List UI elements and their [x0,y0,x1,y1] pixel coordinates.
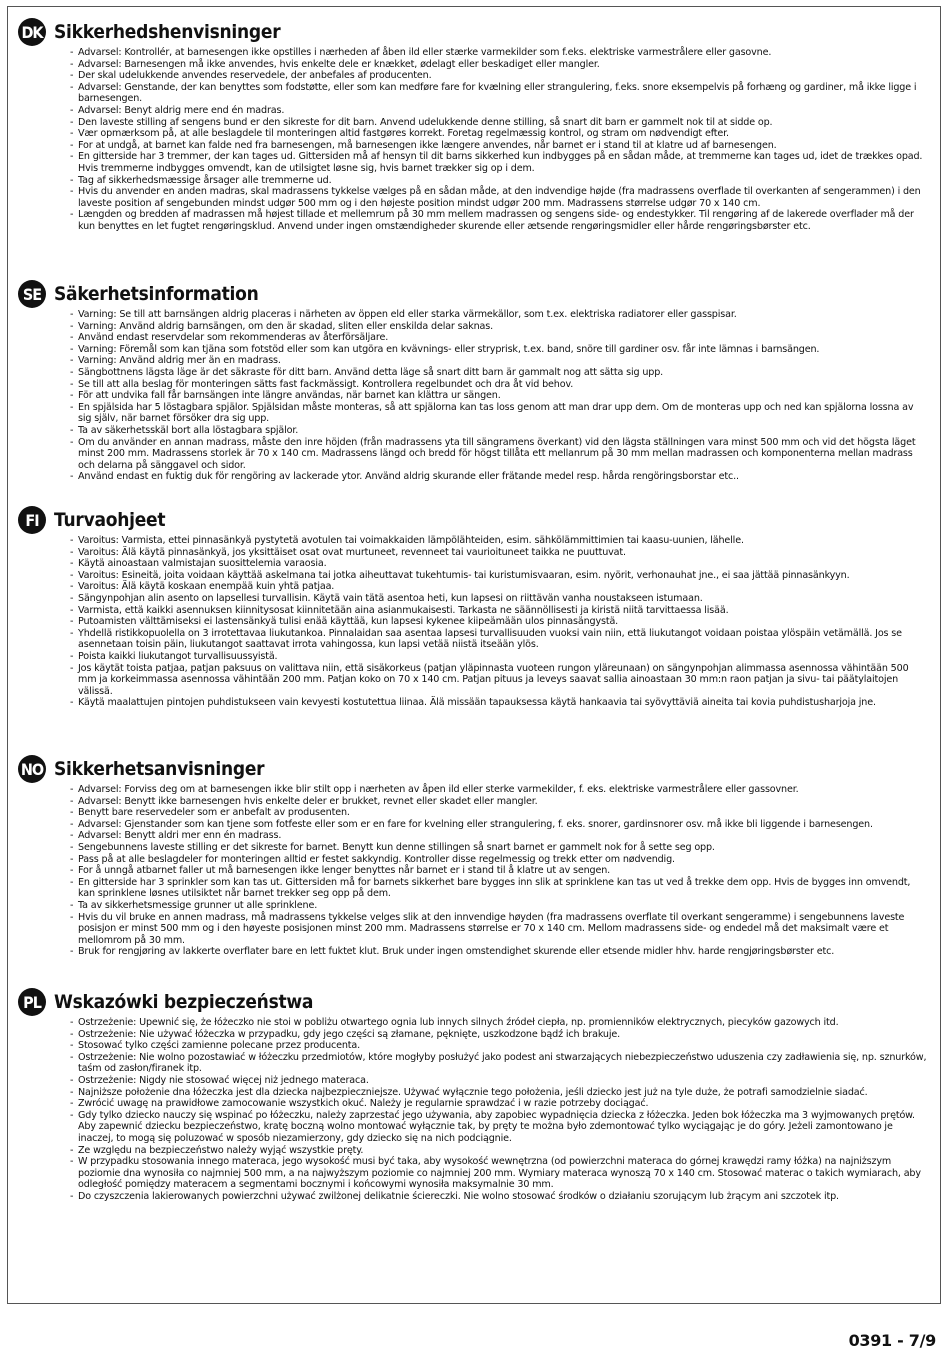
section-title: Sikkerhetsanvisninger [54,758,265,780]
section-dk [8,17,940,233]
language-badge: SE [18,280,46,308]
instruction-item: - Ta av säkerhetsskäl bort alla löstagbara spjälor. [8,425,940,437]
instruction-item: - Stosować tylko części zamienne polecane przez producenta. [8,1040,940,1052]
instruction-item: - Der skal udelukkende anvendes reservedele, der anbefales af producenten. [8,70,940,82]
instruction-item: - Ostrzeżenie: Nie wolno pozostawiać w łóżeczku przedmiotów, które mogłyby posłużyć jako podest ani stwarzających niebezpieczeństwo uduszenia czy zadławienia się, np. sznurków, taśm od zasłon/firanek itp. [8,1052,940,1075]
instruction-item: - Gdy tylko dziecko nauczy się wspinać po łóżeczku, należy zaprzestać jego używania, aby zapobiec wypadnięcia dziecka z łóżeczka. Jeden bok łóżeczka ma 3 wyjmowanych prętów. Aby zapewnić dziecku bezpieczeństwo, kratę boczną wolno montować wyłącznie tak, by pręty te można było zdemontować tylko wyciągając je do góry. Jeżeli zamontowano je inaczej, to mogą się poluzować w sposób niezamierzony, gdy dziecko się na nich podciągnie. [8,1110,940,1145]
instruction-item: - For at undgå, at barnet kan falde ned fra barnesengen, må barnesengen ikke længere anvendes, når barnet er i stand til at klatre ud af barnesengen. [8,140,940,152]
section-header [8,505,940,535]
page-frame [7,6,941,1304]
instruction-item: - Hvis du vil bruke en annen madrass, må madrassens tykkelse velges slik at den innvendige høyden (fra madrassens overflate til overkant sengeramme) i sengebunnens laveste posisjon er minst 500 mm og i den høyeste posisjonen minst 200 mm. Madrassens størrelse er 70 x 140 cm. Mellom madrassens side- og endedel må det maksimalt være et mellomrom på 30 mm. [8,912,940,947]
instruction-item: - Sängbottnens lägsta läge är det säkraste för ditt barn. Använd detta läge så snart ditt barn är gammalt nog att sätta sig upp. [8,367,940,379]
instruction-item: - Advarsel: Barnesengen må ikke anvendes, hvis enkelte dele er knækket, ødelagt eller beskadiget eller mangler. [8,59,940,71]
instruction-item: - För att undvika fall får barnsängen inte längre användas, när barnet kan klättra ur sängen. [8,390,940,402]
instruction-item: - Advarsel: Kontrollér, at barnesengen ikke opstilles i nærheden af åben ild eller stærke varmekilder som f.eks. elektriske varmestrålere eller gasovne. [8,47,940,59]
language-badge: DK [18,18,46,46]
language-badge: NO [18,755,46,783]
section-no [8,754,940,958]
instruction-item: - Yhdellä ristikkopuolella on 3 irrotettavaa liukutankoa. Pinnalaidan saa asentaa lapsesi turvallisuuden vuoksi vain niin, että liukutangot voidaan poistaa ylöspäin vetämällä. Jos se asennetaan toisin päin, liukutangot saattavat irrota vahingossa, kun lapsi vetää niistä itseään ylös. [8,628,940,651]
instruction-item: - En spjälsida har 5 löstagbara spjälor. Spjälsidan måste monteras, så att spjälorna kan tas loss genom att man drar upp dem. Om de monteras upp och ned kan spjälorna lossna av sig själv, när barnet försöker dra sig upp. [8,402,940,425]
section-title: Wskazówki bezpieczeństwa [54,991,314,1013]
instruction-list [8,309,940,483]
language-badge: FI [18,506,46,534]
section-header [8,17,940,47]
instruction-item: - W przypadku stosowania innego materaca, jego wysokość musi być taka, aby wysokość wewnętrzna (od powierzchni materaca do górnej krawędzi ramy łóżka) na najniższym poziomie dna wynosiła co najmniej 500 mm, a na najwyższym poziomie co najmniej 200 mm. Wymiary materaca wynoszą 70 x 140 cm. Stosować materac o takich wymiarach, aby odległość pomiędzy materacem a segmentami bocznymi i końcowymi wynosiła maksymalnie 30 mm. [8,1156,940,1191]
instruction-item: - Ostrzeżenie: Nigdy nie stosować więcej niż jednego materaca. [8,1075,940,1087]
instruction-item: - Zwrócić uwagę na prawidłowe zamocowanie wszystkich okuć. Należy je regularnie sprawdzać i w razie potrzeby dociągać. [8,1098,940,1110]
section-se [8,279,940,483]
instruction-item: - Vær opmærksom på, at alle beslagdele til monteringen altid fastgøres korrekt. Foretag regelmæssig kontrol, og stram om nødvendigt efter. [8,128,940,140]
instruction-item: - Se till att alla beslag för monteringen sätts fast fackmässigt. Kontrollera regelbundet och dra åt vid behov. [8,379,940,391]
section-header [8,279,940,309]
section-header [8,754,940,784]
instruction-item: - Varning: Föremål som kan tjäna som fotstöd eller som kan utgöra en kvävnings- eller stryprisk, t.ex. band, snöre till gardiner osv. får inte lämnas i barnsängen. [8,344,940,356]
instruction-item: - Använd endast en fuktig duk för rengöring av lackerade ytor. Använd aldrig skurande eller frätande medel resp. hårda rengöringsborstar etc.. [8,471,940,483]
instruction-item: - Varmista, että kaikki asennuksen kiinnitysosat kiinnitetään aina asianmukaisesti. Tarkasta ne säännöllisesti ja kiristä niitä tarvittaessa lisää. [8,605,940,617]
instruction-item: - Varoitus: Älä käytä koskaan enempää kuin yhtä patjaa. [8,581,940,593]
instruction-item: - Hvis du anvender en anden madras, skal madrassens tykkelse vælges på en sådan måde, at den indvendige højde (fra madrassens overflade til overkanten af sengerammen) i den laveste position af sengebunden mindst udgør 500 mm og i den højeste position mindst udgør 200 mm. Madrassens størrelse udgør 70 x 140 cm. [8,186,940,209]
section-fi [8,505,940,709]
instruction-item: - Ostrzeżenie: Upewnić się, że łóżeczko nie stoi w pobliżu otwartego ognia lub innych silnych źródeł ciepła, np. promienników elektrycznych, piecyków gazowych itd. [8,1017,940,1029]
instruction-item: - Om du använder en annan madrass, måste den inre höjden (från madrassens yta till sängramens överkant) vid den lägsta ställningen vara minst 500 mm och vid det högsta läget minst 200 mm. Madrassens storlek är 70 x 140 cm. Madrassens längd och bredd för högst tillåta ett mellanrum på 30 mm mellan madrassen och komponenterna mellan madrass och delarna på sänggavel och sidor. [8,437,940,472]
instruction-item: - En gitterside har 3 tremmer, der kan tages ud. Gittersiden må af hensyn til dit barns sikkerhed kun indbygges på en sådan måde, at tremmerne kan tages ud, idet de trækkes opad. Hvis tremmerne indbygges omvendt, kan de utilsigtet løsne sig, hvis barnet trækker sig op i dem. [8,151,940,174]
page-number: 0391 - 7/9 [848,1331,936,1350]
instruction-item: - Advarsel: Benytt aldri mer enn én madrass. [8,830,940,842]
instruction-item: - Varoitus: Älä käytä pinnasänkyä, jos yksittäiset osat ovat murtuneet, revenneet tai vaurioituneet taikka ne puuttuvat. [8,547,940,559]
instruction-item: - Advarsel: Benytt ikke barnesengen hvis enkelte deler er brukket, revnet eller skadet eller mangler. [8,796,940,808]
section-title: Säkerhetsinformation [54,283,259,305]
instruction-item: - Varning: Använd aldrig barnsängen, om den är skadad, sliten eller enskilda delar saknas. [8,321,940,333]
instruction-item: - Sengebunnens laveste stilling er det sikreste for barnet. Benytt kun denne stillingen så snart barnet er gammelt nok for å sette seg opp. [8,842,940,854]
instruction-item: - Tag af sikkerhedsmæssige årsager alle tremmerne ud. [8,175,940,187]
instruction-item: - Advarsel: Benyt aldrig mere end én madras. [8,105,940,117]
instruction-item: - Ta av sikkerhetsmessige grunner ut alle sprinklene. [8,900,940,912]
instruction-item: - Længden og bredden af madrassen må højest tillade et mellemrum på 30 mm mellem madrassen og sengens side- og endestykker. Til rengøring af de lakerede overflader må der kun benyttes en let fugtet rengøringsklud. Anvend under ingen omstændigheder skurende eller ætsende rengøringsmidler eller hårde rengøringsbørster etc. [8,209,940,232]
instruction-item: - For å unngå atbarnet faller ut må barnesengen ikke lenger benyttes når barnet er i stand til å klatre ut av sengen. [8,865,940,877]
section-title: Turvaohjeet [54,509,166,531]
instruction-list [8,47,940,233]
instruction-item: - Do czyszczenia lakierowanych powierzchni używać zwilżonej delikatnie ściereczki. Nie wolno stosować środków o działaniu szorującym lub żrącym ani szczotek itp. [8,1191,940,1203]
section-title: Sikkerhedshenvisninger [54,21,281,43]
instruction-item: - Varning: Se till att barnsängen aldrig placeras i närheten av öppen eld eller starka värmekällor, som t.ex. elektriska radiatorer eller gasspisar. [8,309,940,321]
section-header [8,987,940,1017]
instruction-item: - Advarsel: Genstande, der kan benyttes som fodstøtte, eller som kan medføre fare for kvælning eller strangulering, f.eks. snore eksempelvis på forhæng og gardiner, må ikke ligge i barnesengen. [8,82,940,105]
instruction-item: - Pass på at alle beslagdeler for monteringen alltid er festet sakkyndig. Kontroller disse regelmessig og trekk etter om nødvendig. [8,854,940,866]
instruction-item: - Bruk for rengjøring av lakkerte overflater bare en lett fuktet klut. Bruk under ingen omstendighet skurende eller etsende midler hhv. harde rengjøringsbørster etc. [8,946,940,958]
instruction-list [8,1017,940,1203]
instruction-list [8,535,940,709]
instruction-item: - Jos käytät toista patjaa, patjan paksuus on valittava niin, että sisäkorkeus (patjan yläpinnasta vuoteen rungon yläreunaan) on sängynpohjan alimmassa asennossa vähintään 500 mm ja korkeimmassa asennossa vähintään 200 mm. Patjan koko on 70 x 140 cm. Patjan pituus ja leveys saavat sallia ainoastaan 30 mm:n raon patjan ja sivu- tai päätylaitojen välissä. [8,663,940,698]
instruction-item: - Sängynpohjan alin asento on lapsellesi turvallisin. Käytä vain tätä asentoa heti, kun lapsesi on riittävän vanha noustakseen istumaan. [8,593,940,605]
instruction-item: - Poista kaikki liukutangot turvallisuussyistä. [8,651,940,663]
instruction-item: - Varning: Använd aldrig mer än en madrass. [8,355,940,367]
instruction-item: - Benytt bare reservedeler som er anbefalt av produsenten. [8,807,940,819]
instruction-item: - Använd endast reservdelar som rekommenderas av återförsäljare. [8,332,940,344]
section-pl [8,987,940,1203]
instruction-item: - Najniższe położenie dna łóżeczka jest dla dziecka najbezpieczniejsze. Używać wyłącznie tego położenia, jeśli dziecko jest już na tyle duże, że potrafi samodzielnie siadać. [8,1087,940,1099]
instruction-item: - En gitterside har 3 sprinkler som kan tas ut. Gittersiden må for barnets sikkerhet bare bygges inn slik at sprinklene kan tas ut ved å trekke dem opp. Hvis de bygges inn omvendt, kan sprinklene løsnes utilsiktet når barnet trekker seg opp på dem. [8,877,940,900]
instruction-item: - Käytä maalattujen pintojen puhdistukseen vain kevyesti kostutettua liinaa. Älä missään tapauksessa käytä hankaavia tai syövyttäviä aineita tai kovia puhdistusharjoja jne. [8,697,940,709]
instruction-item: - Den laveste stilling af sengens bund er den sikreste for dit barn. Anvend udelukkende denne stilling, så snart dit barn er gammelt nok til at sidde op. [8,117,940,129]
language-badge: PL [18,988,46,1016]
instruction-item: - Käytä ainoastaan valmistajan suosittelemia varaosia. [8,558,940,570]
instruction-item: - Ostrzeżenie: Nie używać łóżeczka w przypadku, gdy jego części są złamane, pęknięte, uszkodzone bądź ich brakuje. [8,1029,940,1041]
instruction-item: - Advarsel: Gjenstander som kan tjene som fotfeste eller som er en fare for kvelning eller strangulering, f. eks. snorer, gardinsnorer osv. må ikke bli liggende i barnesengen. [8,819,940,831]
instruction-item: - Ze względu na bezpieczeństwo należy wyjąć wszystkie pręty. [8,1145,940,1157]
instruction-item: - Putoamisten välttämiseksi ei lastensänkyä tulisi enää käyttää, kun lapsesi kykenee kiipeämään ulos pinnasängystä. [8,616,940,628]
instruction-item: - Varoitus: Esineitä, joita voidaan käyttää askelmana tai jotka aiheuttavat tukehtumis- tai kuristumisvaaran, esim. nyörit, verhonauhat jne., ei saa jättää pinnasänkyyn. [8,570,940,582]
instruction-list [8,784,940,958]
instruction-item: - Advarsel: Forviss deg om at barnesengen ikke blir stilt opp i nærheten av åpen ild eller sterke varmekilder, f. eks. elektriske varmestrålere eller gassovner. [8,784,940,796]
instruction-item: - Varoitus: Varmista, ettei pinnasänkyä pystytetä avotulen tai voimakkaiden lämpölähteiden, esim. sähkölämmittimien tai kaasu-uunien, lähelle. [8,535,940,547]
